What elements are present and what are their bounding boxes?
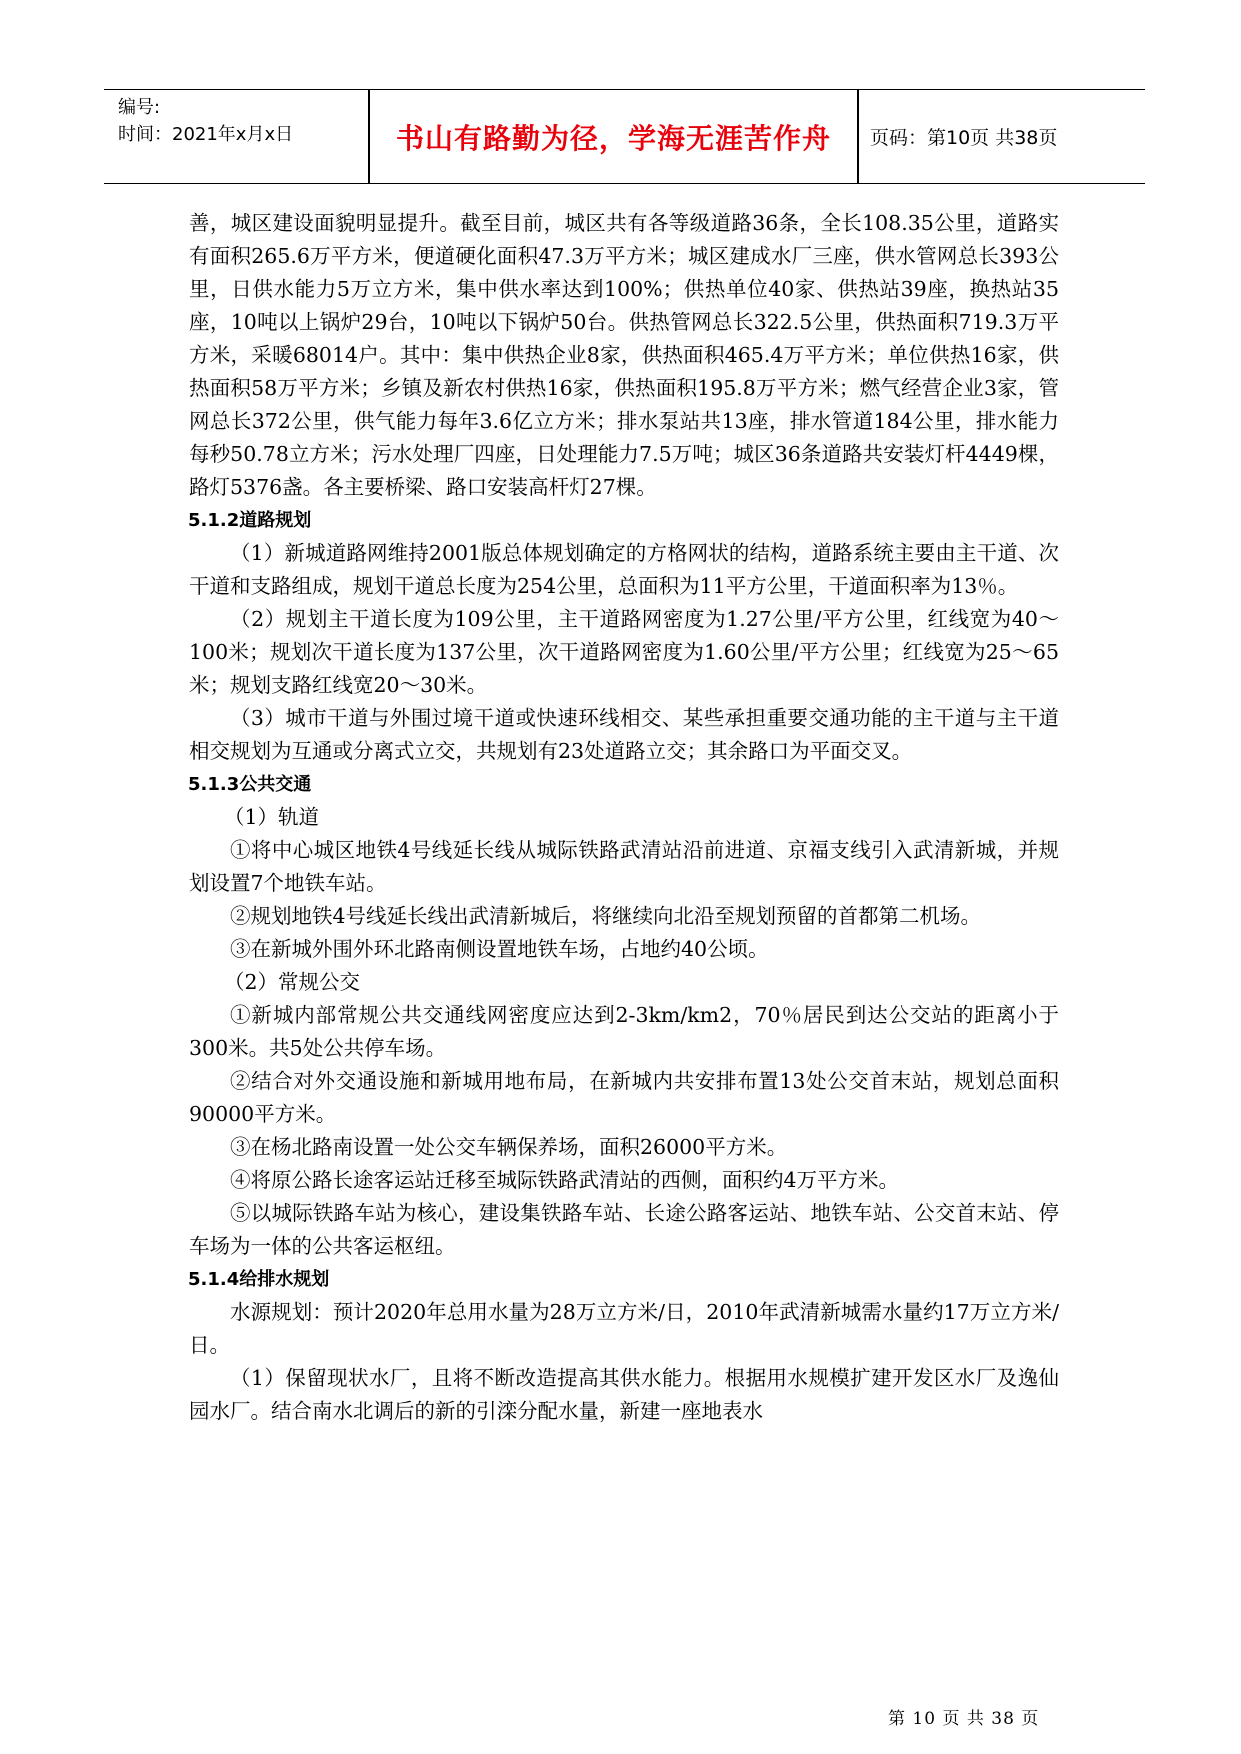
paragraph: 善，城区建设面貌明显提升。截至目前，城区共有各等级道路36条，全长108.35公里，道路实有面积265.6万平方米，便道硬化面积47.3万平方米；城区建成水厂三座，供水管网总长393公里，日供水能力5万立方米，集中供水率达到100%；供热单位40家、供热站39座，换热站35座，10吨以上锅炉29台，10吨以下锅炉50台。供热管网总长322.5公里，供热面积719.3万平方米，采暖68014户。其中：集中供热企业8家，供热面积465.4万平方米；单位供热16家，供热面积58万平方米；乡镇及新农村供热16家，供热面积195.8万平方米；燃气经营企业3家，管网总长372公里，供气能力每年3.6亿立方米；排水泵站共13座，排水管道184公里，排水能力每秒50.78立方米；污水处理厂四座，日处理能力7.5万吨；城区36条道路共安装灯杆4449棵，路灯5376盏。各主要桥梁、路口安装高杆灯27棵。 xyxy=(189,211,1059,499)
header-page-info: 页码：第10页 共38页 xyxy=(870,127,1058,149)
paragraph: （2）常规公交 xyxy=(224,970,361,994)
paragraph: ②规划地铁4号线延长线出武清新城后，将继续向北沿至规划预留的首都第二机场。 xyxy=(230,904,982,928)
paragraph: （1）轨道 xyxy=(224,805,320,829)
paragraph: （1）新城道路网维持2001版总体规划确定的方格网状的结构，道路系统主要由主干道、次干道和支路组成，规划干道总长度为254公里，总面积为11平方公里，干道面积率为13％。 xyxy=(189,541,1059,598)
paragraph: ③在杨北路南设置一处公交车辆保养场，面积26000平方米。 xyxy=(230,1135,788,1159)
paragraph: （3）城市干道与外围过境干道或快速环线相交、某些承担重要交通功能的主干道与主干道相交规划为互通或分离式立交，共规划有23处道路立交；其余路口为平面交叉。 xyxy=(189,706,1059,763)
paragraph: ①新城内部常规公共交通线网密度应达到2-3km/km2，70％居民到达公交站的距离小于300米。共5处公共停车场。 xyxy=(189,1003,1059,1060)
paragraph: ②结合对外交通设施和新城用地布局，在新城内共安排布置13处公交首末站，规划总面积90000平方米。 xyxy=(189,1069,1059,1126)
section-heading: 5.1.4给排水规划 xyxy=(188,1269,330,1290)
page-footer: 第 10 页 共 38 页 xyxy=(888,1709,1040,1729)
paragraph: （1）保留现状水厂，且将不断改造提高其供水能力。根据用水规模扩建开发区水厂及逸仙园水厂。结合南水北调后的新的引滦分配水量，新建一座地表水 xyxy=(189,1366,1059,1423)
paragraph: 水源规划：预计2020年总用水量为28万立方米/日，2010年武清新城需水量约17万立方米/日。 xyxy=(189,1300,1059,1357)
section-heading: 5.1.2道路规划 xyxy=(188,510,312,531)
header-motto: 书山有路勤为径，学海无涯苦作舟 xyxy=(395,121,831,155)
paragraph: ①将中心城区地铁4号线延长线从城际铁路武清站沿前进道、京福支线引入武清新城，并规划设置7个地铁车站。 xyxy=(189,838,1059,895)
paragraph: （2）规划主干道长度为109公里，主干道路网密度为1.27公里/平方公里，红线宽为40～100米；规划次干道长度为137公里，次干道路网密度为1.60公里/平方公里；红线宽为25～65米；规划支路红线宽20～30米。 xyxy=(189,607,1059,697)
header-divider xyxy=(857,90,859,183)
serial-number-label: 编号: xyxy=(118,97,161,118)
time-label: 时间：2021年x月x日 xyxy=(118,124,294,145)
paragraph: ③在新城外围外环北路南侧设置地铁车场，占地约40公顷。 xyxy=(230,937,769,961)
page-header xyxy=(104,89,1145,184)
paragraph: ④将原公路长途客运站迁移至城际铁路武清站的西侧，面积约4万平方米。 xyxy=(230,1168,900,1192)
section-heading: 5.1.3公共交通 xyxy=(188,774,312,795)
document-body xyxy=(189,207,1059,1428)
paragraph: ⑤以城际铁路车站为核心，建设集铁路车站、长途公路客运站、地铁车站、公交首末站、停车场为一体的公共客运枢纽。 xyxy=(189,1201,1059,1258)
header-meta xyxy=(118,94,368,148)
